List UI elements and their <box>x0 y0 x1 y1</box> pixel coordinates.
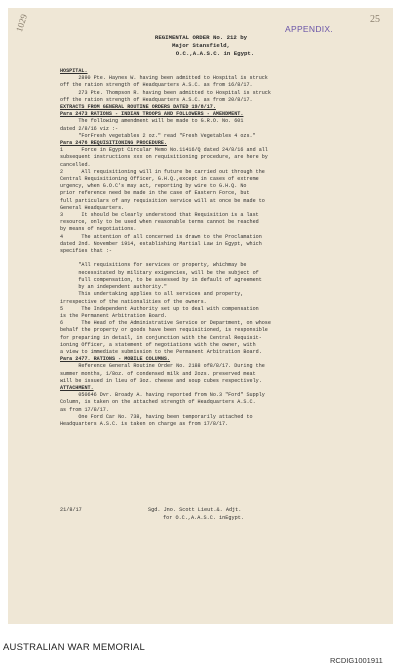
body-line: Para 2473 RATIONS - INDIAN TROOPS AND FOLLOWERS - AMENDMENT. <box>60 111 244 118</box>
body-line: subsequent instructions xxx on requisitioning procedure, are here by <box>60 154 268 161</box>
body-line: is the Permanent Arbitration Board. <box>60 312 167 319</box>
body-line: Para 2477. RATIONS - MOBILE COLUMNS. <box>60 356 171 363</box>
archive-record-id: RCDIG1001911 <box>330 656 383 665</box>
body-line: as from 17/8/17. <box>60 406 109 413</box>
body-line: 2 All requisitioning will in future be carried out through the <box>60 168 265 175</box>
signature-date: 21/8/17 <box>60 507 82 513</box>
body-line: ATTACHMENT. <box>60 384 94 391</box>
body-line: by an independent authority." <box>60 284 167 291</box>
body-line: full particulars of any requisition service will at once be made to <box>60 197 265 204</box>
body-line: Para 2476 REQUISITIONING PROCEDURE. <box>60 140 167 147</box>
body-line: specifies that :- <box>60 248 112 255</box>
body-line: Central Requisitioning Officer, G.H.Q.,except in cases of extreme <box>60 176 259 183</box>
body-line: 050646 Dvr. Broady A. having reported from No.3 "Ford" Supply <box>60 392 265 399</box>
body-line: irrespective of the nationalities of the owners. <box>60 298 207 305</box>
body-line: dated 2nd. November 1914, establishing Martial Law in Egypt, which <box>60 240 262 247</box>
body-line: off the ration strength of Headquarters A.S.C. as from 20/8/17. <box>60 96 253 103</box>
body-line: Reference General Routine Order No. 2188 of8/8/17. During the <box>60 363 265 370</box>
body-line: dated 2/8/16 viz :- <box>60 125 119 132</box>
body-line: will be issued in lieu of 3oz. cheese and soup cubes respectively. <box>60 377 262 384</box>
body-line: Column, is taken on the attached strength of Headquarters A.S.C. <box>60 399 256 406</box>
body-line: ioning Officer, a statement of negotiations with the owner, with <box>60 341 256 348</box>
body-line: necessitated by military exigencies, will be the subject of <box>60 269 259 276</box>
order-issuer: Major Stansfield, <box>171 42 231 49</box>
handwritten-number: 1029 <box>14 12 30 34</box>
body-line: Headquarters A.S.C. is taken on charge as from 17/8/17. <box>60 420 229 427</box>
body-line: 1 Force in Egypt Circular Memo No.11416/Q dated 24/8/16 and all <box>60 147 268 154</box>
body-line: a view to immediate submission to the Permanent Arbitration Board. <box>60 348 262 355</box>
body-line: resource, only to be used when reasonable terms cannot be reached <box>60 219 259 226</box>
body-line: for preparing in detail, in conjunction with the Central Requisit- <box>60 334 262 341</box>
order-title: REGIMENTAL ORDER No. 212 by <box>154 34 248 41</box>
body-line: cancelled. <box>60 161 91 168</box>
body-line: This undertaking applies to all services and property, <box>60 291 244 298</box>
page-number: 25 <box>370 14 380 25</box>
order-unit: O.C.,A.A.S.C. in Egypt. <box>175 50 255 57</box>
body-line: prior reference need be made in the case of Eastern Force, but <box>60 190 250 197</box>
body-line: General Headquarters. <box>60 204 125 211</box>
signature-title: for O.C.,A.A.S.C. inEgypt. <box>163 515 244 521</box>
body-line: 4 The attention of all concerned is drawn to the Proclamation <box>60 233 262 240</box>
body-line: "All requisitions for services or property, whichmay be <box>60 262 247 269</box>
body-line: The following amendment will be made to G.R.O. No. 601 <box>60 118 244 125</box>
body-line: EXTRACTS FROM GENERAL ROUTINE ORDERS DATED 19/8/17. <box>60 104 216 111</box>
body-line: full compensation, to be assessed by in default of agreement <box>60 276 262 283</box>
body-line: urgency, when G.O.C's may act, reporting by wire to G.H.Q. No <box>60 183 247 190</box>
body-line <box>60 255 368 262</box>
signature-name: Sgd. Jno. Scott Lieut.&. Adjt. <box>148 507 242 513</box>
body-line: 5 The Independent Authority set up to deal with compensation <box>60 305 259 312</box>
body-line: behalf the property or goods have been requisitioned, is responsible <box>60 327 268 334</box>
order-body <box>60 68 368 428</box>
body-line: 273 Pte. Thompson R. having been admitted to Hospital is struck <box>60 89 271 96</box>
body-line: "ForFresh vegetables 2 oz." read "Fresh Vegetables 4 ozs." <box>60 132 256 139</box>
body-line: 2890 Pte. Haynes W. having been admitted to Hospital is struck <box>60 75 268 82</box>
body-line: 6 The Head of the Administrative Service or Department, on whose <box>60 320 271 327</box>
body-line: by means of negotiations. <box>60 226 137 233</box>
archive-institution: AUSTRALIAN WAR MEMORIAL <box>3 642 146 653</box>
body-line: One Ford Car No. 738, having been temporarily attached to <box>60 413 253 420</box>
body-line: summer months, 1/8oz. of condensed milk and 2ozs. preserved meat <box>60 370 256 377</box>
appendix-stamp: APPENDIX. <box>285 24 334 34</box>
body-line: HOSPITAL. <box>60 68 88 74</box>
body-line: off the ration strength of Headquarters A.S.C. as from 16/8/17. <box>60 82 253 89</box>
body-line: 3 It should be clearly understood that Requisition is a last <box>60 212 259 219</box>
